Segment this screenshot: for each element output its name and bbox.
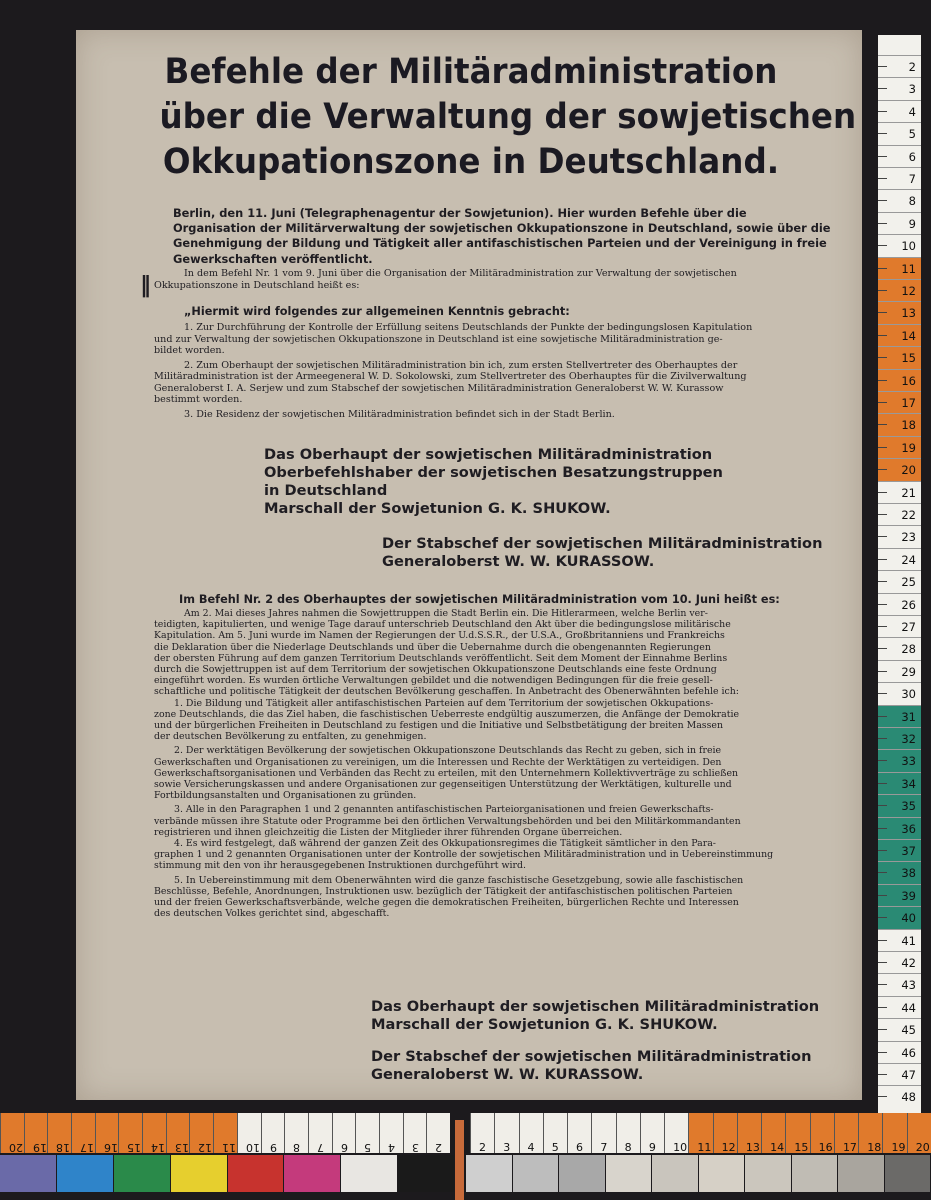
text-line: Beschlüsse, Befehle, Anordnungen, Instruktionen usw. bezüglich der Tätigkeit der antifaschistischen politischen Parteien — [154, 885, 733, 897]
ruler-mark — [118, 1113, 142, 1153]
text-line: Generaloberst I. A. Serjew und zum Stabschef der sowjetischen Militäradministration Generaloberst W. W. Kurassow — [154, 382, 724, 394]
ruler-mark — [878, 705, 921, 728]
headline-line: Befehle der Militäradministration — [164, 52, 778, 92]
ruler-number: 10 — [901, 239, 916, 254]
document-sheet — [76, 30, 862, 1100]
text-line: verbände müssen ihre Statute oder Programme bei den örtlichen Verwaltungsbehörden und bei den Militärkommandanten — [154, 815, 741, 827]
ruler-number: 9 — [908, 216, 916, 231]
ruler-number: 6 — [576, 1141, 584, 1154]
ruler-number: 17 — [901, 396, 916, 410]
ruler-number: 18 — [901, 418, 916, 433]
ruler-number: 32 — [901, 732, 916, 746]
ruler-number: 8 — [908, 194, 916, 209]
ruler-number: 14 — [901, 328, 916, 343]
ruler-mark — [878, 593, 921, 616]
ruler-number: 20 — [901, 463, 916, 478]
text-line: bildet worden. — [154, 345, 225, 356]
ruler-number: 3 — [908, 82, 916, 97]
ruler-mark — [810, 1113, 834, 1153]
lead-line: Gewerkschaften veröffentlicht. — [173, 251, 373, 266]
order2-heading: Im Befehl Nr. 2 des Oberhauptes der sowjetischen Militäradministration vom 10. Juni heißt es: — [179, 593, 780, 606]
margin-mark: ‖ — [140, 273, 151, 298]
ruler-mark — [878, 996, 921, 1019]
color-swatch — [466, 1155, 512, 1192]
color-swatch — [513, 1155, 559, 1192]
ruler-mark — [494, 1113, 518, 1153]
ruler-mark — [878, 212, 921, 235]
ruler-mark — [878, 458, 921, 481]
ruler-number: 12 — [721, 1141, 736, 1154]
ruler-number: 19 — [901, 440, 916, 455]
text-line: zone Deutschlands, die das Ziel haben, die faschistischen Ueberreste endgültig auszumerzen, die Anfänge der Demokratie — [154, 708, 740, 720]
text-line: 1. Die Bildung und Tätigkeit aller antifaschistischen Parteien auf dem Territorium der sowjetischen Okkupations- — [174, 697, 714, 709]
color-swatch — [792, 1155, 838, 1192]
ruler-mark — [470, 1113, 494, 1153]
color-swatch — [885, 1155, 931, 1192]
document-headline — [159, 50, 857, 185]
ruler-number: 22 — [901, 508, 916, 522]
ruler-mark — [878, 1063, 921, 1086]
ruler-number: 4 — [908, 104, 916, 119]
ruler-mark — [688, 1113, 712, 1153]
ruler-mark — [878, 1018, 921, 1041]
ruler-number: 23 — [901, 530, 916, 545]
ruler-number: 15 — [901, 351, 916, 366]
ruler-mark — [332, 1113, 356, 1153]
ruler-mark — [878, 279, 921, 302]
signature-line: Der Stabschef der sowjetischen Militäradministration — [371, 1048, 812, 1065]
ruler-number: 28 — [901, 642, 916, 657]
ruler-mark — [878, 436, 921, 459]
ruler-number: 10 — [673, 1141, 688, 1154]
ruler-number: 16 — [901, 373, 916, 388]
ruler-number: 26 — [901, 597, 916, 612]
ruler-mark — [878, 77, 921, 100]
ruler-number: 5 — [908, 127, 916, 142]
ruler-mark — [878, 727, 921, 750]
text-line: und der bürgerlichen Freiheiten in Deutschland zu festigen und die Initiative und Selbstbetätigung der breiten Massen — [154, 720, 724, 732]
signature-line: Generaloberst W. W. KURASSOW. — [371, 1066, 644, 1083]
ruler-mark — [878, 794, 921, 817]
ruler-mark — [761, 1113, 785, 1153]
text-line: Gewerkschaftsorganisationen und Verbänden das Recht zu erteilen, mit den Unternehmern Kollektivverträge zu schließen — [154, 767, 739, 779]
ruler-number: 40 — [901, 911, 916, 926]
ruler-number: 8 — [624, 1141, 632, 1154]
text-line: In dem Befehl Nr. 1 vom 9. Juni über die Organisation der Militäradministration zur Verwaltung der sowjetischen — [184, 268, 737, 279]
ruler-number: 4 — [527, 1141, 535, 1154]
ruler-mark — [878, 1085, 921, 1108]
text-line: und der freien Gewerkschaftsverbände, welche gegen die demokratischen Freiheiten, bürgerlichen Rechte und Interessen — [154, 897, 739, 909]
ruler-mark — [878, 503, 921, 526]
text-line: stimmung mit den von ihr herausgegebenen Instruktionen durchgeführt wird. — [154, 860, 526, 872]
order2-body — [154, 608, 806, 919]
ruler-number: 29 — [901, 664, 916, 679]
ruler-number: 27 — [901, 620, 916, 634]
ruler-number: 48 — [901, 1090, 916, 1105]
ruler-number: 13 — [901, 306, 916, 321]
ruler-mark — [403, 1113, 427, 1153]
ruler-number: 9 — [269, 1141, 277, 1154]
text-line: sowie Versicherungskassen und andere Organisationen zur gegenseitigen Unterstützung der Werktätigen, kulturelle und — [154, 779, 732, 791]
text-line: durch die Sowjettruppen ist auf dem Territorium der sowjetischen Okkupationszone Deutschlands eine feste Ordnung — [154, 664, 717, 676]
lead-line: Genehmigung der Bildung und Tätigkeit aller antifaschistischen Parteien und der Vereinigung in freie — [173, 236, 827, 251]
ruler-number: 17 — [842, 1141, 857, 1154]
headline-line: über die Verwaltung der sowjetischen — [159, 97, 857, 137]
ruler-number: 8 — [293, 1141, 301, 1154]
ruler-mark — [878, 189, 921, 212]
ruler-number: 11 — [901, 261, 916, 276]
text-line: 2. Der werktätigen Bevölkerung der sowjetischen Okkupationszone Deutschlands das Recht zu geben, sich in freie — [174, 745, 722, 757]
bottom-ruler-right — [470, 1113, 931, 1153]
color-swatch — [228, 1155, 284, 1192]
text-line: Fortbildungsanstalten und Organisationen zu gründen. — [154, 790, 417, 802]
signature-line: Oberbefehlshaber der sowjetischen Besatzungstruppen — [264, 464, 723, 481]
ruler-number: 44 — [901, 1000, 916, 1015]
text-line: Okkupationszone in Deutschland heißt es: — [154, 279, 360, 291]
ruler-number: 11 — [697, 1141, 712, 1154]
text-line: 3. Alle in den Paragraphen 1 und 2 genannten antifaschistischen Parteiorganisationen und freien Gewerkschafts- — [174, 804, 714, 816]
ruler-mark — [713, 1113, 737, 1153]
text-line: der obersten Führung auf dem ganzen Territorium Deutschlands veröffentlicht. Seit dem Moment der Einnahme Berlins — [154, 652, 728, 664]
ruler-number: 16 — [818, 1141, 833, 1154]
ruler-mark — [737, 1113, 761, 1153]
text-line: registrieren und ihnen gleichzeitig die Listen der Mitglieder ihrer führenden Organe überreichen. — [154, 826, 623, 838]
ruler-number: 2 — [908, 60, 916, 74]
ruler-number: 16 — [103, 1141, 118, 1154]
ruler-mark — [878, 682, 921, 705]
color-swatch — [745, 1155, 791, 1192]
text-line: Gewerkschaften und Organisationen zu vereinigen, um die Interessen und Rechte der Werktätigen zu verteidigen. Den — [154, 756, 722, 768]
signature-shukow-2 — [371, 998, 819, 1034]
ruler-mark — [664, 1113, 688, 1153]
ruler-number: 7 — [316, 1141, 324, 1154]
ruler-number: 41 — [901, 933, 916, 948]
ruler-number: 7 — [908, 172, 916, 186]
ruler-mark — [543, 1113, 567, 1153]
headline-line: Okkupationszone in Deutschland. — [162, 142, 780, 182]
paper-clip — [455, 1120, 464, 1200]
ruler-number: 47 — [901, 1068, 916, 1082]
ruler-mark — [878, 145, 921, 168]
color-swatch — [171, 1155, 227, 1192]
color-swatch — [699, 1155, 745, 1192]
ruler-number: 37 — [901, 844, 916, 858]
ruler-mark — [878, 637, 921, 660]
signature-line: Das Oberhaupt der sowjetischen Militäradministration — [264, 446, 713, 463]
ruler-mark — [907, 1113, 931, 1153]
ruler-mark — [379, 1113, 403, 1153]
ruler-mark — [47, 1113, 71, 1153]
ruler-mark — [308, 1113, 332, 1153]
ruler-mark — [878, 817, 921, 840]
ruler-mark — [878, 884, 921, 907]
ruler-number: 20 — [915, 1141, 930, 1154]
ruler-mark — [858, 1113, 882, 1153]
signature-line: in Deutschland — [264, 482, 388, 499]
ruler-mark — [878, 100, 921, 123]
color-swatch — [559, 1155, 605, 1192]
ruler-number: 4 — [387, 1141, 395, 1154]
ruler-number: 3 — [411, 1141, 419, 1154]
ruler-mark — [878, 929, 921, 952]
ruler-number: 11 — [222, 1141, 237, 1154]
ruler-mark — [237, 1113, 261, 1153]
color-swatch — [57, 1155, 113, 1192]
signature-line: Der Stabschef der sowjetischen Militäradministration — [382, 535, 823, 552]
order1-intro — [154, 268, 806, 291]
text-line: schaftliche und politische Tätigkeit der deutschen Bevölkerung geschaffen. In Anbetracht des Obenerwähnten befehle ich: — [154, 686, 739, 698]
ruler-mark — [882, 1113, 906, 1153]
color-swatch — [341, 1155, 397, 1192]
signature-line: Marschall der Sowjetunion G. K. SHUKOW. — [264, 500, 611, 517]
ruler-number: 13 — [174, 1141, 189, 1154]
ruler-mark — [284, 1113, 308, 1153]
text-line: 5. In Uebereinstimmung mit dem Obenerwähnten wird die ganze faschistische Gesetzgebung, sowie alle faschistischen — [174, 874, 744, 886]
ruler-number: 31 — [901, 709, 916, 724]
ruler-number: 20 — [9, 1141, 23, 1154]
text-line: 4. Es wird festgelegt, daß während der ganzen Zeit des Okkupationsregimes die Tätigkeit sämtlicher in den Para- — [174, 838, 716, 850]
color-swatch — [284, 1155, 340, 1192]
ruler-number: 38 — [901, 866, 916, 881]
ruler-number: 36 — [901, 821, 916, 836]
ruler-mark — [355, 1113, 379, 1153]
ruler-mark — [519, 1113, 543, 1153]
ruler-mark — [878, 413, 921, 436]
ruler-mark — [878, 525, 921, 548]
ruler-mark — [189, 1113, 213, 1153]
text-line: graphen 1 und 2 genannten Organisationen unter der Kontrolle der sowjetischen Militäradministration und in Uebereinstimmung — [154, 849, 774, 861]
ruler-mark — [567, 1113, 591, 1153]
ruler-mark — [24, 1113, 48, 1153]
ruler-number: 13 — [745, 1141, 760, 1154]
text-line: des deutschen Volkes gerichtet sind, abgeschafft. — [154, 908, 390, 920]
color-swatch — [114, 1155, 170, 1192]
lead-paragraph — [173, 206, 831, 267]
signature-line: Das Oberhaupt der sowjetischen Militäradministration — [371, 998, 820, 1015]
ruler-mark — [878, 749, 921, 772]
ruler-number: 10 — [245, 1141, 260, 1154]
ruler-number: 15 — [127, 1141, 142, 1154]
ruler-mark — [878, 973, 921, 996]
ruler-number: 34 — [901, 776, 916, 791]
text-line: der deutschen Bevölkerung zu entfalten, zu genehmigen. — [154, 731, 427, 743]
ruler-number: 19 — [891, 1141, 906, 1154]
ruler-number: 9 — [648, 1141, 656, 1154]
ruler-number: 21 — [901, 485, 916, 500]
ruler-mark — [878, 548, 921, 571]
ruler-mark — [878, 167, 921, 190]
ruler-number: 17 — [80, 1141, 95, 1154]
ruler-number: 14 — [770, 1141, 785, 1154]
ruler-number: 15 — [794, 1141, 809, 1154]
text-line: Kapitulation. Am 5. Juni wurde im Namen der Regierungen der U.d.S.S.R., der U.S.A., Großbritanniens und Frankreichs — [154, 630, 725, 642]
text-line: Am 2. Mai dieses Jahres nahmen die Sowjettruppen die Stadt Berlin ein. Die Hitlerarmeen, welche Berlin ver- — [184, 608, 708, 619]
ruler-mark — [878, 660, 921, 683]
text-line: Militäradministration ist der Armeegeneral W. D. Sokolowski, zum Stellvertreter des Oberhauptes für die Zivilverwaltung — [154, 371, 747, 382]
ruler-mark — [878, 55, 921, 78]
text-line: 2. Zum Oberhaupt der sowjetischen Militäradministration bin ich, zum ersten Stellvertreter des Oberhauptes der — [184, 359, 738, 371]
ruler-mark — [878, 951, 921, 974]
ruler-number: 6 — [340, 1141, 348, 1154]
ruler-number: 43 — [901, 978, 916, 993]
ruler-mark — [878, 1041, 921, 1064]
ruler-mark — [785, 1113, 809, 1153]
ruler-mark — [878, 346, 921, 369]
ruler-mark — [878, 570, 921, 593]
ruler-number: 30 — [901, 687, 916, 702]
color-swatch — [652, 1155, 698, 1192]
ruler-mark — [878, 481, 921, 504]
ruler-number: 2 — [435, 1141, 443, 1154]
ruler-number: 18 — [867, 1141, 882, 1154]
signature-kurassow-2 — [371, 1048, 811, 1084]
order1-heading: „Hiermit wird folgendes zur allgemeinen Kenntnis gebracht: — [184, 305, 570, 318]
ruler-number: 46 — [901, 1045, 916, 1060]
signature-shukow-1 — [264, 446, 723, 518]
ruler-number: 2 — [479, 1141, 486, 1154]
color-swatch — [606, 1155, 652, 1192]
ruler-mark — [640, 1113, 664, 1153]
ruler-number: 18 — [56, 1141, 71, 1154]
lead-line: Berlin, den 11. Juni (Telegraphenagentur der Sowjetunion). Hier wurden Befehle über die — [173, 206, 747, 220]
text-line: 1. Zur Durchführung der Kontrolle der Erfüllung seitens Deutschlands der Punkte der bedingungslosen Kapitulation — [184, 322, 753, 333]
ruler-number: 24 — [901, 552, 916, 567]
ruler-mark — [0, 1113, 24, 1153]
ruler-number: 35 — [901, 799, 916, 814]
ruler-mark — [878, 861, 921, 884]
ruler-mark — [878, 839, 921, 862]
bottom-ruler-left — [0, 1113, 450, 1153]
ruler-number: 12 — [198, 1141, 213, 1154]
vertical-ruler — [878, 35, 921, 1113]
ruler-mark — [261, 1113, 285, 1153]
ruler-number: 3 — [503, 1141, 511, 1154]
ruler-mark — [71, 1113, 95, 1153]
ruler-mark — [834, 1113, 858, 1153]
ruler-number: 39 — [901, 888, 916, 903]
ruler-number: 25 — [901, 575, 916, 590]
lead-line: Organisation der Militärverwaltung der sowjetischen Okkupationszone in Deutschland, sowie über die — [173, 221, 831, 236]
ruler-number: 5 — [551, 1141, 559, 1154]
ruler-number: 14 — [151, 1141, 166, 1154]
ruler-mark — [878, 369, 921, 392]
ruler-mark — [878, 772, 921, 795]
ruler-number: 19 — [32, 1141, 47, 1154]
ruler-number: 42 — [901, 956, 916, 970]
ruler-mark — [142, 1113, 166, 1153]
ruler-number: 7 — [600, 1141, 608, 1154]
text-line: eingeführt worden. Es wurden örtliche Verwaltungen gebildet und die notwendigen Bedingungen für die freie gesell- — [154, 675, 713, 687]
ruler-number: 6 — [908, 149, 916, 164]
color-swatch — [398, 1155, 454, 1192]
color-swatch — [0, 1155, 56, 1192]
signature-line: Marschall der Sowjetunion G. K. SHUKOW. — [371, 1016, 718, 1033]
signature-kurassow-1 — [382, 535, 822, 571]
ruler-mark — [878, 257, 921, 280]
text-line: die Deklaration über die Niederlage Deutschlands und über die Uebernahme durch die obengenannten Regierungen — [154, 641, 711, 653]
ruler-number: 5 — [364, 1141, 372, 1154]
ruler-mark — [878, 324, 921, 347]
ruler-mark — [426, 1113, 450, 1153]
text-line: und zur Verwaltung der sowjetischen Okkupationszone in Deutschland ist eine sowjetische Militäradministration ge- — [154, 333, 723, 345]
text-line: 3. Die Residenz der sowjetischen Militäradministration befindet sich in der Stadt Berlin. — [184, 408, 615, 420]
ruler-number: 12 — [901, 284, 916, 298]
ruler-mark — [166, 1113, 190, 1153]
signature-line: Generaloberst W. W. KURASSOW. — [382, 553, 655, 570]
ruler-mark — [213, 1113, 237, 1153]
text-line: bestimmt worden. — [154, 394, 243, 405]
ruler-mark — [591, 1113, 615, 1153]
color-swatch — [838, 1155, 884, 1192]
ruler-number: 33 — [901, 754, 916, 769]
ruler-mark — [878, 615, 921, 638]
order1-body — [154, 322, 806, 420]
ruler-mark — [616, 1113, 640, 1153]
ruler-mark — [878, 906, 921, 929]
text-line: teidigten, kapitulierten, und wenige Tage darauf unterschrieb Deutschland den Akt über die bedingungslose militärische — [154, 619, 731, 631]
ruler-number: 45 — [901, 1023, 916, 1038]
ruler-mark — [878, 122, 921, 145]
ruler-mark — [878, 301, 921, 324]
ruler-mark — [95, 1113, 119, 1153]
ruler-mark — [878, 391, 921, 414]
ruler-mark — [878, 234, 921, 257]
